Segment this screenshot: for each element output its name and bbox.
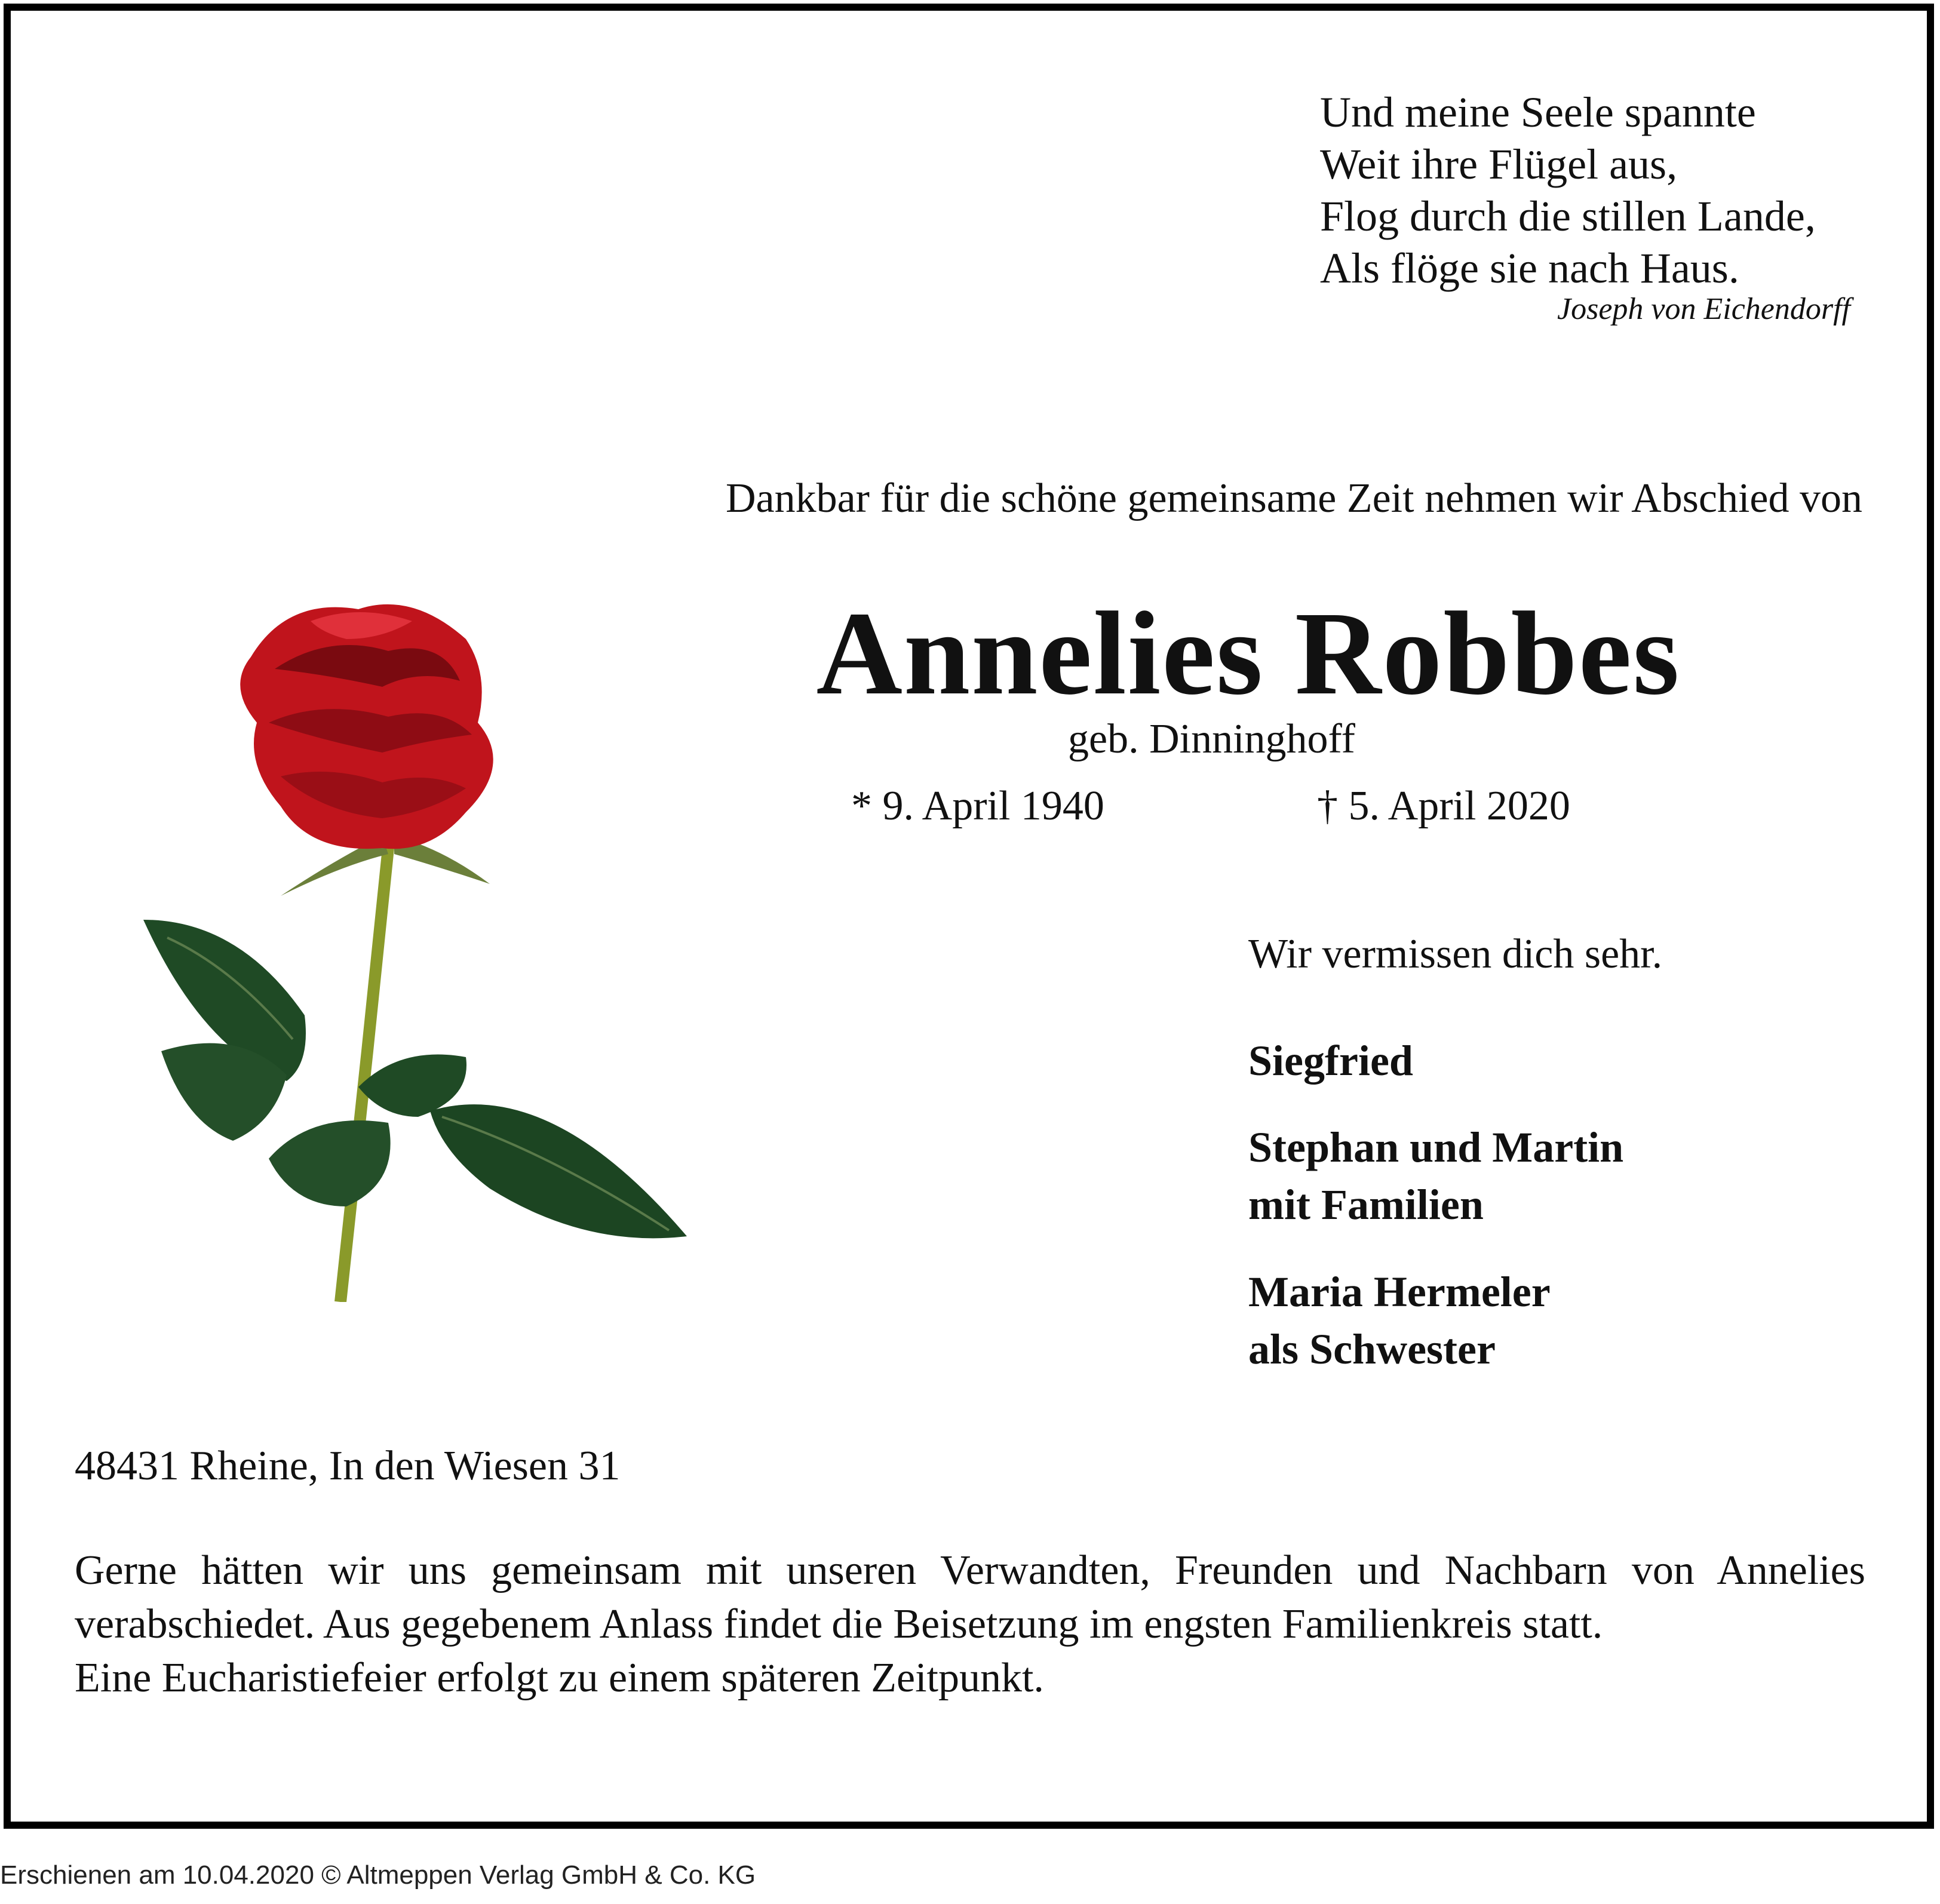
poem-line: Und meine Seele spannte bbox=[1320, 88, 1756, 136]
poem-author: Joseph von Eichendorff bbox=[1557, 292, 1850, 326]
poem-line: Flog durch die stillen Lande, bbox=[1320, 192, 1816, 240]
message-text: Wir vermissen dich sehr. bbox=[1248, 931, 1663, 977]
mourner-line: als Schwester bbox=[1248, 1325, 1496, 1373]
mourner-group bbox=[1248, 1032, 1413, 1089]
funeral-information bbox=[75, 1544, 1865, 1705]
maiden-name: geb. Dinninghoff bbox=[1068, 716, 1355, 762]
rose-leaf bbox=[269, 1120, 391, 1206]
mourner-group bbox=[1248, 1119, 1623, 1233]
info-paragraph: Eine Eucharistiefeier erfolgt zu einem späteren Zeitpunkt. bbox=[75, 1655, 1044, 1701]
mourner-line: Siegfried bbox=[1248, 1037, 1413, 1085]
mourner-group bbox=[1248, 1263, 1551, 1378]
poem-line: Als flöge sie nach Haus. bbox=[1320, 244, 1739, 292]
poem bbox=[1320, 87, 1816, 294]
death-date: † 5. April 2020 bbox=[1317, 783, 1570, 829]
poem-line: Weit ihre Flügel aus, bbox=[1320, 140, 1678, 188]
address: 48431 Rheine, In den Wiesen 31 bbox=[75, 1443, 621, 1489]
mourner-line: Maria Hermeler bbox=[1248, 1268, 1551, 1316]
mourner-line: mit Familien bbox=[1248, 1181, 1484, 1229]
mourner-line: Stephan und Martin bbox=[1248, 1123, 1624, 1171]
deceased-name: Annelies Robbes bbox=[816, 588, 1681, 720]
publication-footer: Erschienen am 10.04.2020 © Altmeppen Verlag GmbH & Co. KG bbox=[0, 1860, 756, 1890]
info-paragraph: Gerne hätten wir uns gemeinsam mit unseren Verwandten, Freunden und Nachbarn von Annelies verabschiedet. Aus gegebenem Anlass findet die Beisetzung im engsten Familienkreis statt. bbox=[75, 1547, 1865, 1647]
intro-text: Dankbar für die schöne gemeinsame Zeit nehmen wir Abschied von bbox=[725, 475, 1862, 521]
birth-date: * 9. April 1940 bbox=[851, 783, 1104, 829]
